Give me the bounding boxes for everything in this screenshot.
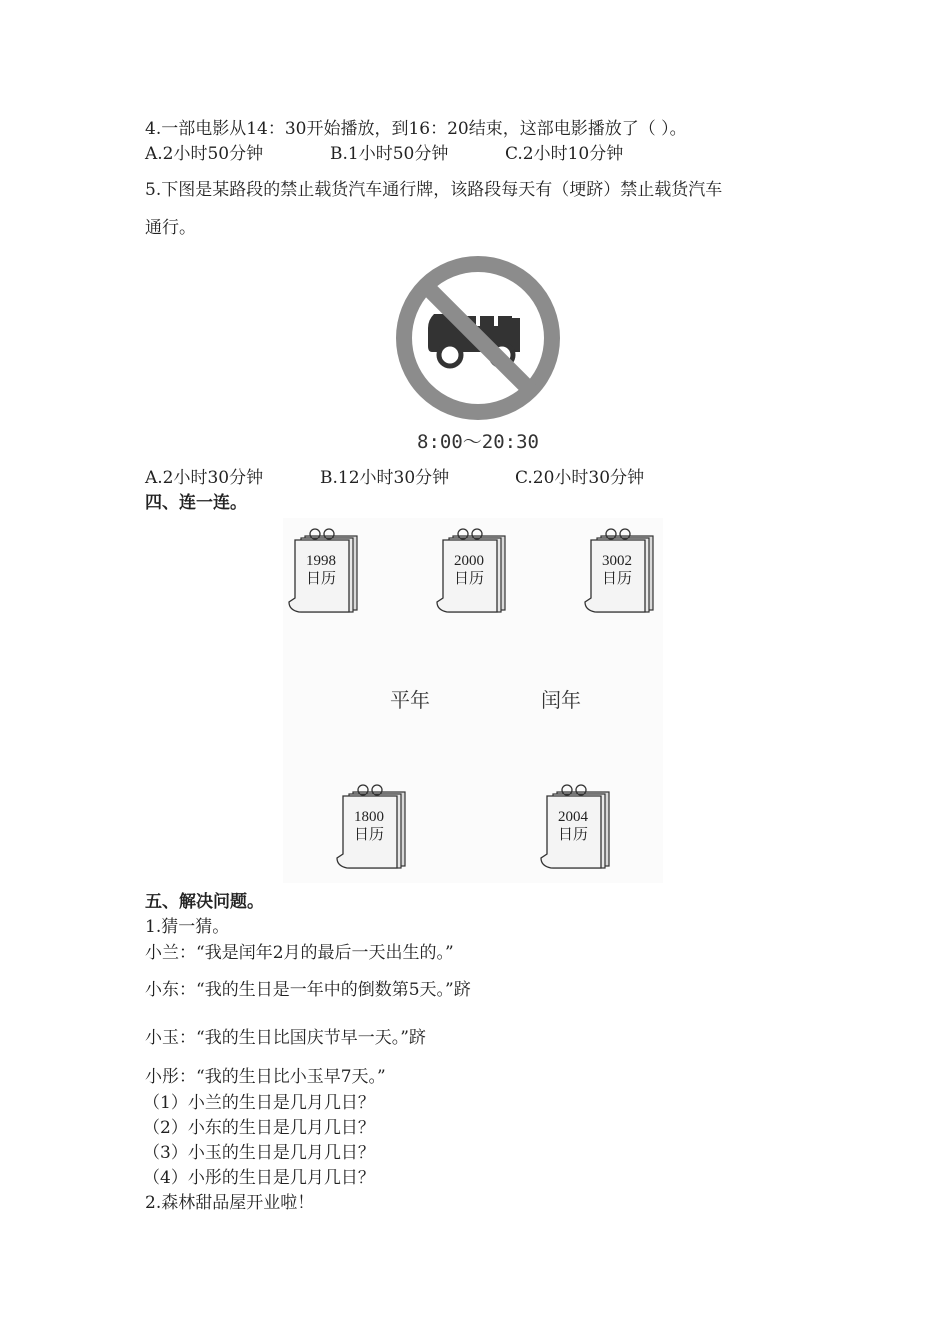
sign-time-range: 8:00～20:30 xyxy=(417,431,539,453)
q4-option-a: A.2小时50分钟 xyxy=(145,144,264,164)
calendar-label: 日历 xyxy=(601,571,632,587)
question-2: （2）小东的生日是几月几日？ xyxy=(143,1118,375,1138)
question-3: （3）小玉的生日是几月几日？ xyxy=(143,1143,375,1163)
q5-option-a: A.2小时30分钟 xyxy=(145,468,264,488)
calendar-year: 2004 xyxy=(558,809,588,825)
q4-stem: 4.一部电影从14：30开始播放，到16：20结束，这部电影播放了（ ）。 xyxy=(145,119,687,139)
calendar-2000[interactable] xyxy=(433,526,513,618)
statement-xiaodong: 小东：“我的生日是一年中的倒数第5天。”跻 xyxy=(145,980,471,1000)
calendar-1800[interactable] xyxy=(333,782,413,874)
category-common-year[interactable]: 平年 xyxy=(390,688,430,712)
no-truck-sign xyxy=(392,252,564,452)
category-leap-year[interactable]: 闰年 xyxy=(541,688,581,712)
q5-option-c: C.20小时30分钟 xyxy=(515,468,645,488)
section4-heading: 四、连一连。 xyxy=(145,493,247,513)
calendar-label: 日历 xyxy=(353,827,384,843)
calendar-year: 1998 xyxy=(306,553,336,569)
calendar-label: 日历 xyxy=(557,827,588,843)
section5-heading: 五、解决问题。 xyxy=(145,892,264,912)
question-4: （4）小彤的生日是几月几日？ xyxy=(143,1168,375,1188)
calendar-year: 1800 xyxy=(354,809,384,825)
calendar-year: 3002 xyxy=(602,553,632,569)
problem2-title: 2.森林甜品屋开业啦！ xyxy=(145,1193,315,1213)
question-1: （1）小兰的生日是几月几日？ xyxy=(143,1093,375,1113)
calendar-2004[interactable] xyxy=(537,782,617,874)
statement-xiaoyu: 小玉：“我的生日比国庆节早一天。”跻 xyxy=(145,1028,426,1048)
q4-option-c: C.2小时10分钟 xyxy=(505,144,624,164)
problem1-title: 1.猜一猜。 xyxy=(145,917,230,937)
calendar-year: 2000 xyxy=(454,553,484,569)
matching-exercise xyxy=(283,518,663,883)
q5-stem-line2: 通行。 xyxy=(145,218,196,238)
q5-stem-line1: 5.下图是某路段的禁止载货汽车通行牌，该路段每天有（埂跻）禁止载货汽车 xyxy=(145,180,723,200)
calendar-label: 日历 xyxy=(453,571,484,587)
calendar-label: 日历 xyxy=(305,571,336,587)
no-truck-sign-icon xyxy=(392,252,564,427)
calendar-1998[interactable] xyxy=(285,526,365,618)
calendar-3002[interactable] xyxy=(581,526,661,618)
q5-option-b: B.12小时30分钟 xyxy=(320,468,450,488)
statement-xiaolan: 小兰：“我是闰年2月的最后一天出生的。” xyxy=(145,943,454,963)
statement-xiaotong: 小彤：“我的生日比小玉早7天。” xyxy=(145,1067,386,1087)
q4-option-b: B.1小时50分钟 xyxy=(330,144,449,164)
